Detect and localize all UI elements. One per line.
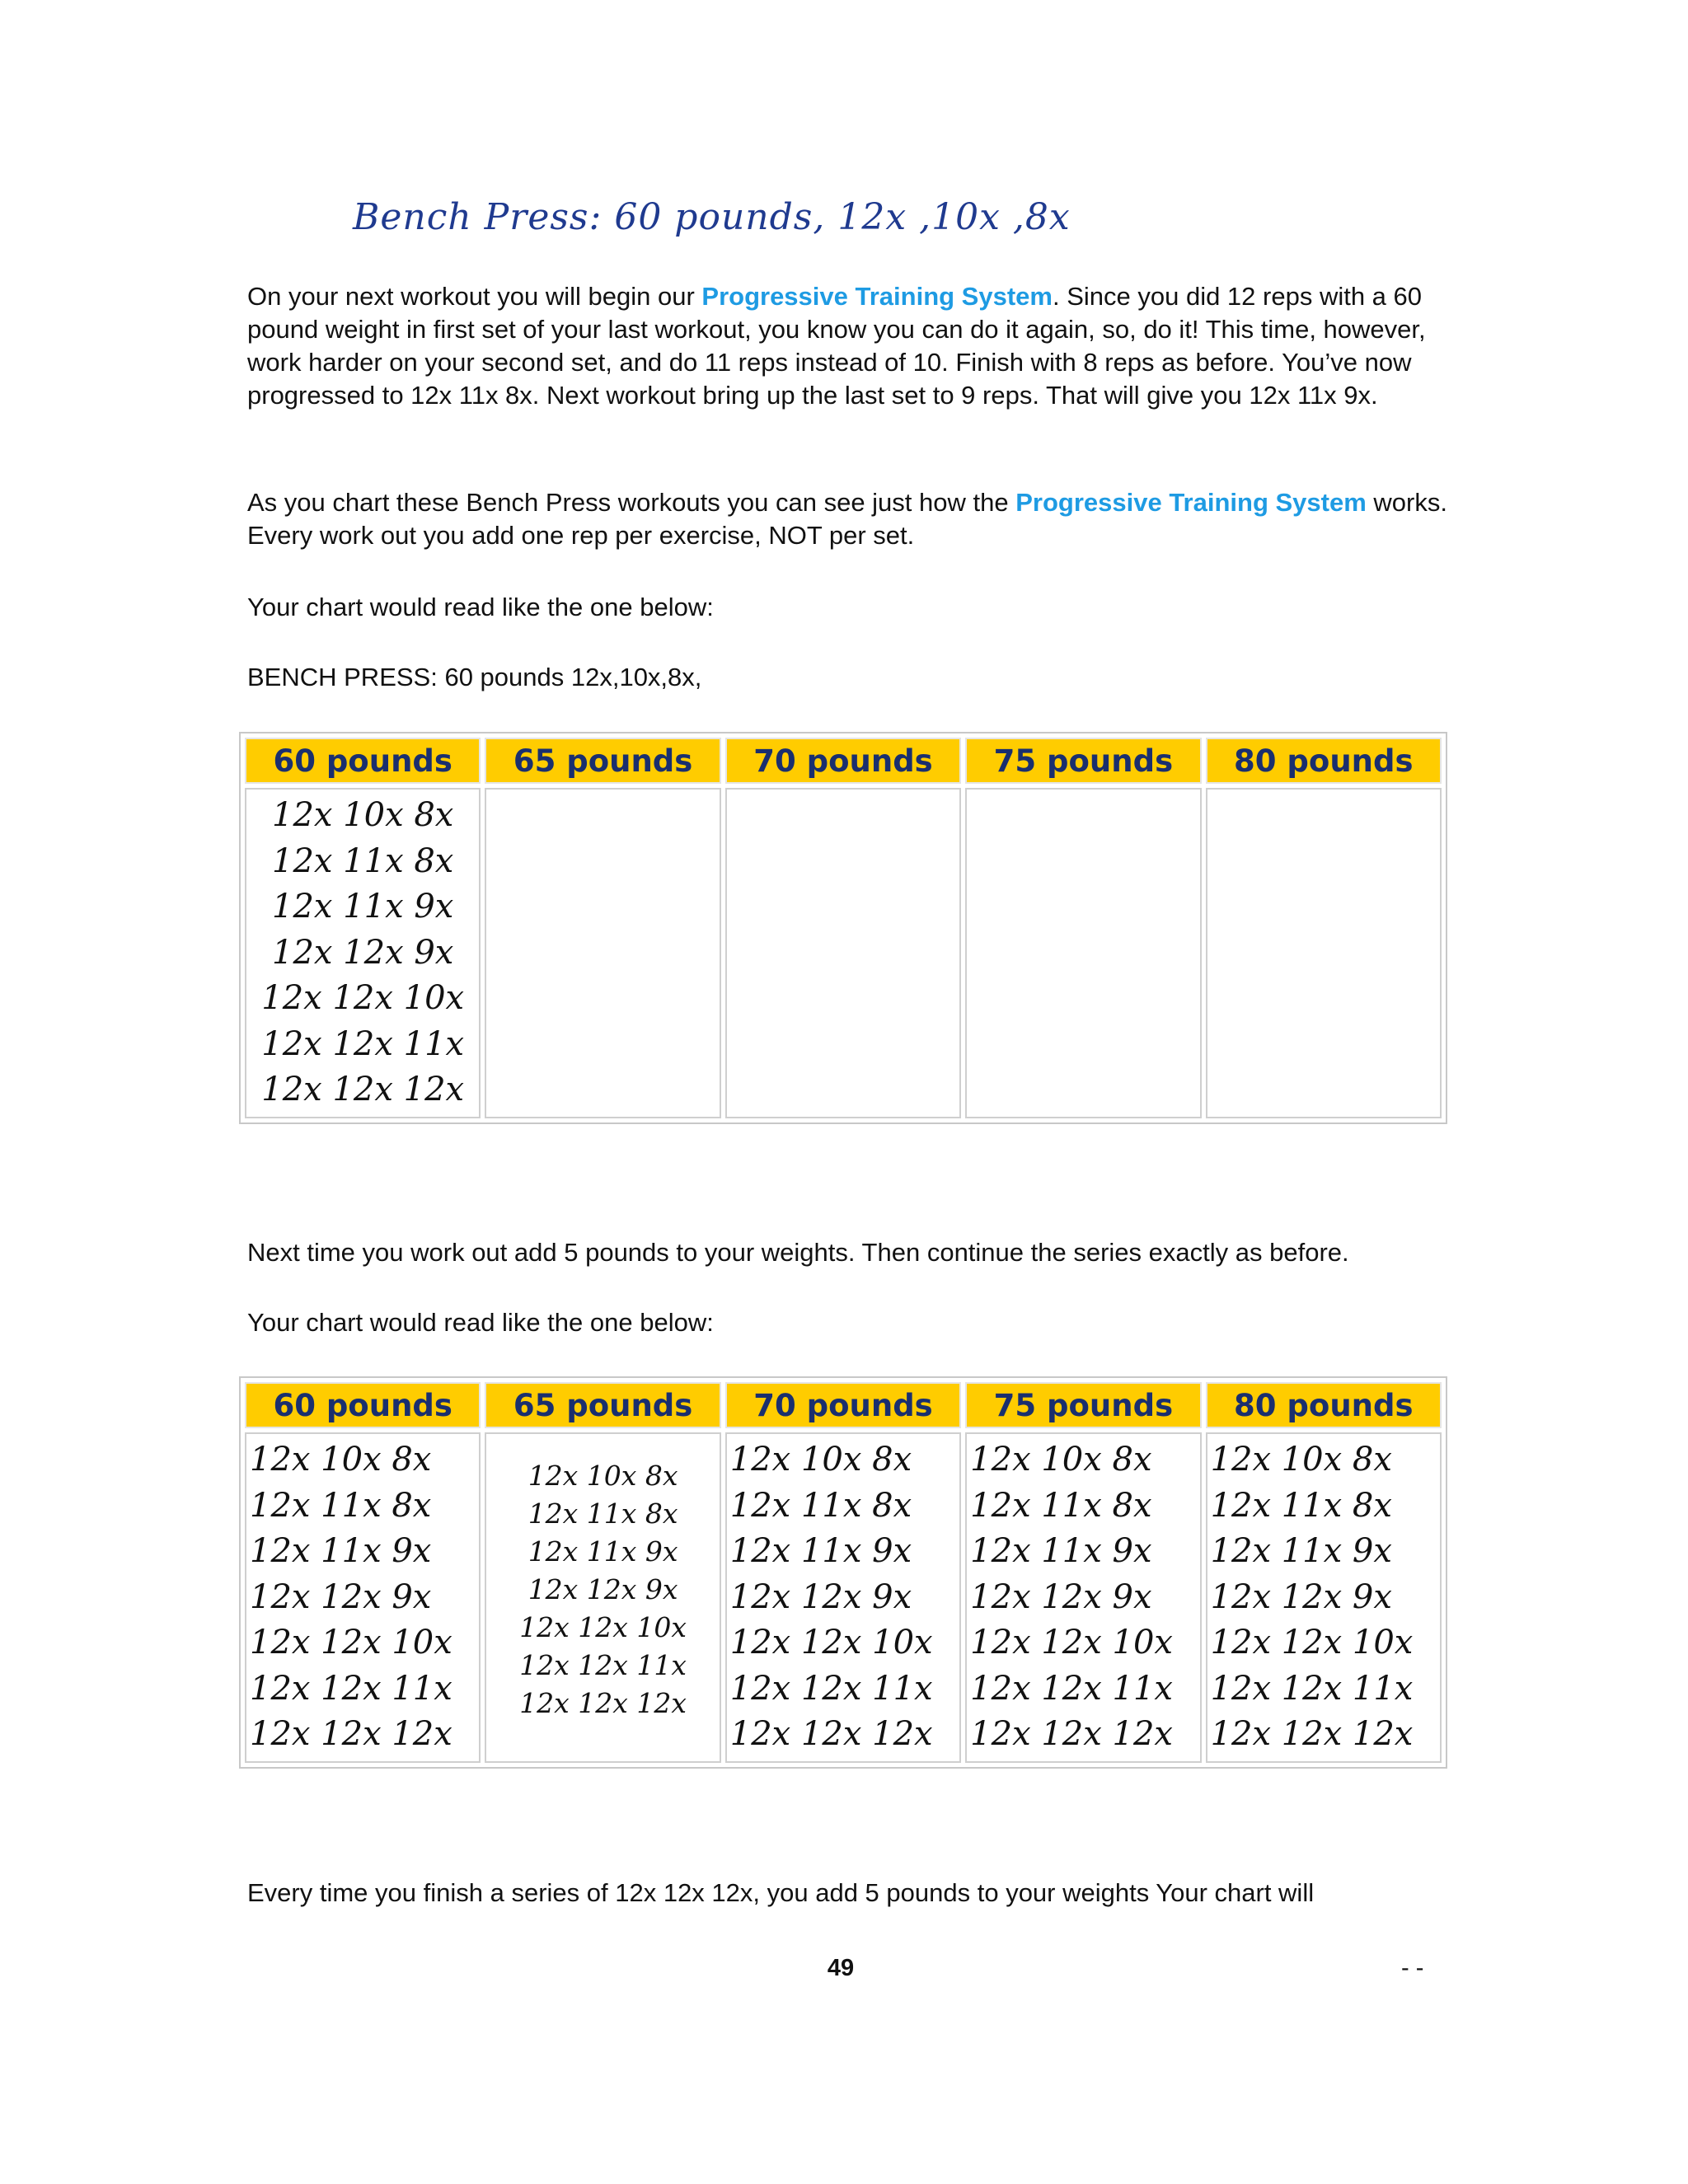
- column-header: 60 pounds: [245, 1382, 481, 1428]
- chart-cell: [485, 788, 720, 1118]
- rep-list: [250, 1437, 476, 1758]
- rep-entry: 12x 12x 9x: [528, 1573, 678, 1605]
- paragraph-progressive-intro: [247, 280, 1451, 412]
- rep-entry: 12x 11x 9x: [272, 888, 454, 926]
- rep-entry: 12x 11x 8x: [250, 1486, 432, 1525]
- rep-entry: 12x 12x 12x: [519, 1687, 687, 1719]
- paragraph-text: As you chart these Bench Press workouts you can see just how the: [247, 488, 1016, 517]
- chart-body-row: [245, 788, 1442, 1118]
- rep-entry: 12x 11x 9x: [970, 1532, 1152, 1570]
- rep-entry: 12x 12x 10x: [1210, 1624, 1414, 1661]
- rep-entry: 12x 12x 9x: [970, 1577, 1152, 1616]
- rep-entry: 12x 10x 8x: [528, 1460, 678, 1492]
- rep-entry: 12x 12x 9x: [729, 1577, 912, 1616]
- column-header: 80 pounds: [1206, 1382, 1442, 1428]
- rep-entry: 12x 11x 8x: [528, 1497, 678, 1530]
- rep-entry: 12x 12x 10x: [729, 1624, 933, 1661]
- rep-entry: 12x 12x 11x: [261, 1024, 465, 1063]
- page-title: Bench Press: 60 pounds, 12x ,10x ,8x: [353, 196, 1071, 238]
- rep-entry: 12x 12x 11x: [250, 1669, 452, 1708]
- chart-cell: [725, 788, 961, 1118]
- rep-entry: 12x 12x 11x: [1210, 1669, 1414, 1708]
- rep-entry: 12x 12x 9x: [272, 933, 454, 972]
- chart-body-row: [245, 1432, 1442, 1763]
- rep-entry: 12x 12x 9x: [250, 1577, 432, 1616]
- rep-entry: 12x 12x 12x: [261, 1071, 465, 1108]
- rep-entry: 12x 11x 9x: [528, 1535, 678, 1568]
- rep-entry: 12x 10x 8x: [729, 1441, 912, 1479]
- rep-entry: 12x 11x 9x: [1210, 1532, 1392, 1570]
- chart-cell: [245, 1432, 481, 1763]
- column-header: 65 pounds: [485, 1382, 720, 1428]
- rep-entry: 12x 12x 10x: [970, 1624, 1173, 1661]
- paragraph-series-complete: Every time you finish a series of 12x 12x 12x, you add 5 pounds to your weights Your chart will: [247, 1878, 1315, 1907]
- rep-entry: 12x 11x 9x: [729, 1532, 912, 1570]
- column-header: 70 pounds: [725, 1382, 961, 1428]
- paragraph-chart-explanation: [247, 486, 1451, 552]
- column-header: 60 pounds: [245, 738, 481, 784]
- rep-list: [730, 1437, 956, 1758]
- column-header: 65 pounds: [485, 738, 720, 784]
- rep-entry: 12x 12x 12x: [250, 1715, 452, 1753]
- chart-cell: [965, 1432, 1201, 1763]
- chart-header-row: [245, 1382, 1442, 1428]
- rep-entry: 12x 10x 8x: [970, 1441, 1152, 1479]
- rep-entry: 12x 12x 12x: [1210, 1715, 1414, 1753]
- column-header: 80 pounds: [1206, 738, 1442, 784]
- chart-header-row: [245, 738, 1442, 784]
- chart-cell: [965, 788, 1201, 1118]
- rep-entry: 12x 11x 8x: [970, 1486, 1152, 1525]
- page-number: 49: [827, 1955, 855, 1981]
- chart-cell: [725, 1432, 961, 1763]
- rep-entry: 12x 12x 10x: [261, 979, 465, 1017]
- highlight-progressive-training-system: Progressive Training System: [701, 282, 1053, 311]
- rep-entry: 12x 11x 9x: [250, 1532, 432, 1570]
- column-header: 70 pounds: [725, 738, 961, 784]
- rep-entry: 12x 11x 8x: [272, 841, 454, 880]
- rep-entry: 12x 12x 10x: [519, 1611, 687, 1643]
- chart-cell: [485, 1432, 720, 1763]
- progress-chart-2: [239, 1376, 1447, 1769]
- rep-list: [970, 1437, 1196, 1758]
- column-header: 75 pounds: [965, 738, 1201, 784]
- rep-entry: 12x 10x 8x: [1210, 1441, 1392, 1479]
- paragraph-text: works. Every work out you add one rep per exercise, NOT per set.: [247, 488, 1447, 550]
- rep-entry: 12x 10x 8x: [250, 1441, 432, 1479]
- paragraph-chart-intro-2: Your chart would read like the one below:: [247, 1308, 714, 1337]
- rep-entry: 12x 12x 12x: [970, 1715, 1173, 1753]
- rep-entry: 12x 11x 8x: [729, 1486, 912, 1525]
- rep-list: [250, 793, 476, 1113]
- rep-list: [490, 1437, 715, 1722]
- paragraph-add-five-pounds: Next time you work out add 5 pounds to your weights. Then continue the series exactly as before.: [247, 1238, 1349, 1267]
- rep-entry: 12x 10x 8x: [272, 796, 454, 834]
- column-header: 75 pounds: [965, 1382, 1201, 1428]
- paragraph-chart-intro-1: Your chart would read like the one below:: [247, 593, 714, 621]
- paragraph-text: . Since you did 12 reps with a 60 pound weight in first set of your last workout, you know you can do it again, so, do it! This time, however, work harder on your second set, and do 11 reps instead of 10. Finish with 8 reps as before. You’ve now progressed to 12x 11x 8x. Next workout bring up the last set to 9 reps. That will give you 12x 11x 9x.: [247, 282, 1426, 410]
- rep-entry: 12x 11x 8x: [1210, 1486, 1392, 1525]
- footer-dash: - -: [1401, 1955, 1424, 1981]
- paragraph-text: On your next workout you will begin our: [247, 282, 702, 311]
- rep-entry: 12x 12x 9x: [1210, 1577, 1392, 1616]
- highlight-progressive-training-system: Progressive Training System: [1015, 488, 1367, 517]
- paragraph-bench-press-label: BENCH PRESS: 60 pounds 12x,10x,8x,: [247, 663, 702, 691]
- rep-entry: 12x 12x 11x: [519, 1649, 687, 1681]
- chart-cell: [1206, 1432, 1442, 1763]
- rep-entry: 12x 12x 11x: [970, 1669, 1173, 1708]
- chart-cell: [1206, 788, 1442, 1118]
- chart-cell: [245, 788, 481, 1118]
- rep-entry: 12x 12x 10x: [250, 1624, 452, 1661]
- progress-chart-1: [239, 732, 1447, 1124]
- rep-list: [1211, 1437, 1437, 1758]
- rep-entry: 12x 12x 11x: [729, 1669, 933, 1708]
- rep-entry: 12x 12x 12x: [729, 1715, 933, 1753]
